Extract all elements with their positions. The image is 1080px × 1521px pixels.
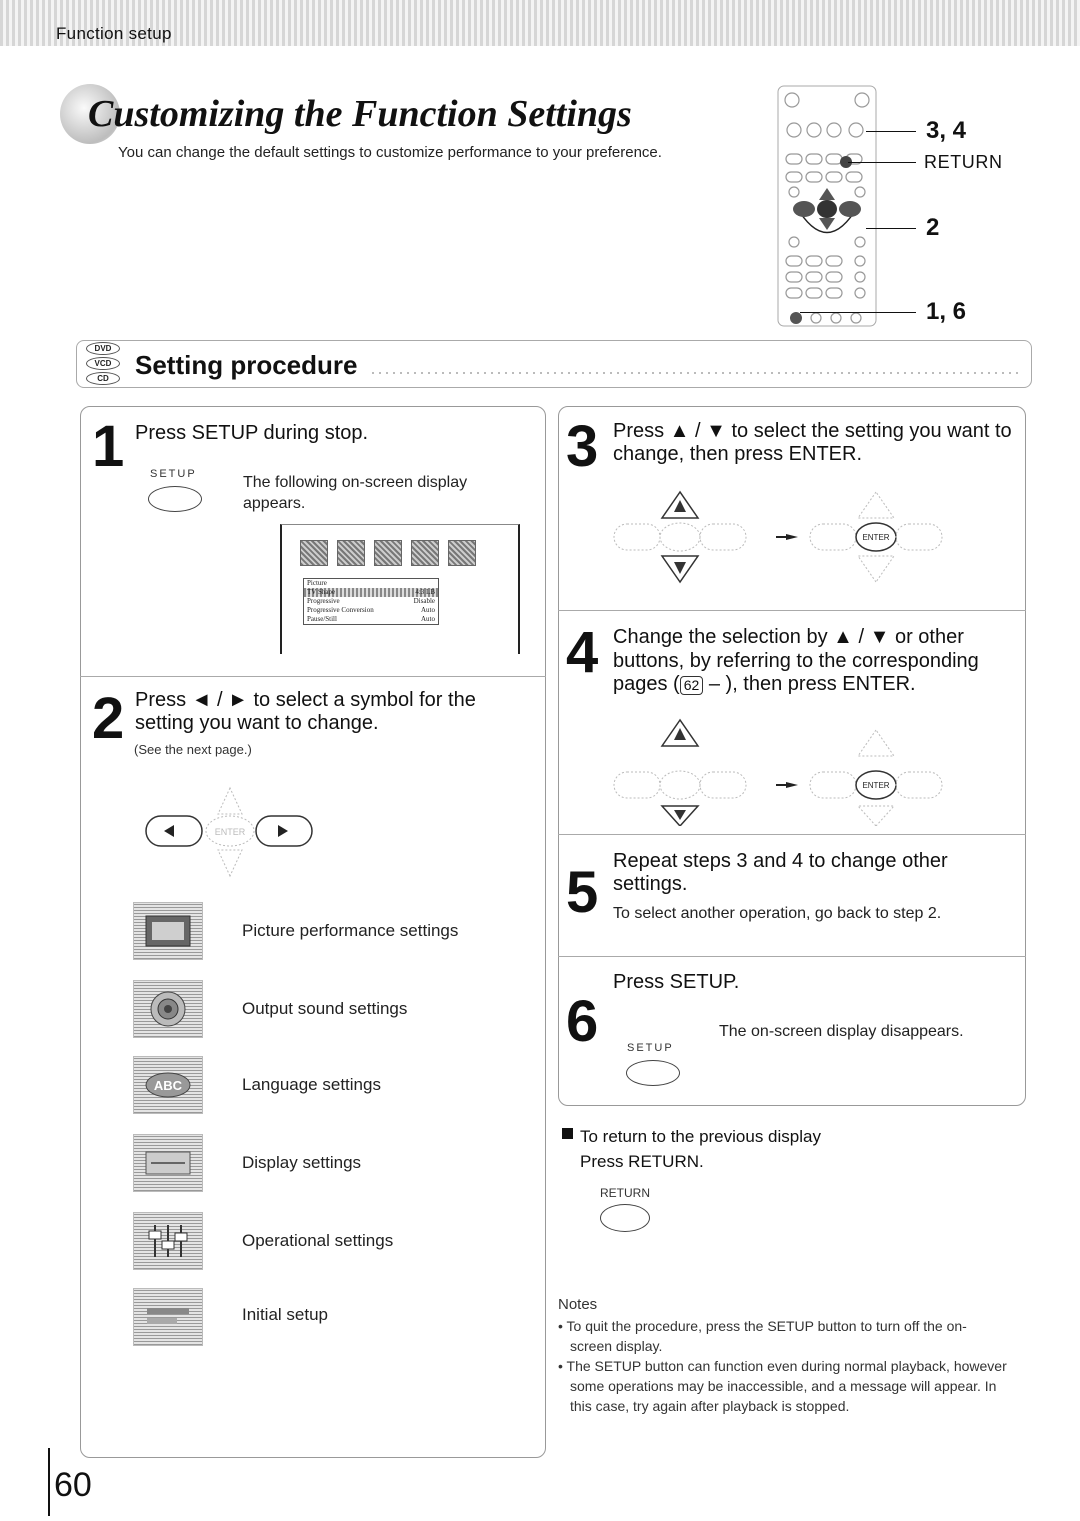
sliders-icon: [133, 1212, 203, 1270]
osd-sliders-icon: [448, 540, 476, 566]
divider-step3-step4: [558, 610, 1026, 611]
cd-badge: CD: [86, 372, 120, 385]
callout-line-c: [866, 228, 916, 229]
step-3-buttons-illustration: [590, 488, 980, 598]
setup-button-caption: SETUP: [150, 468, 197, 480]
category-language-label: Language settings: [242, 1075, 381, 1094]
square-bullet: [562, 1128, 573, 1139]
initial-setup-icon: [133, 1288, 203, 1346]
step-3-text: Press ▲ / ▼ to select the setting you want to change, then press ENTER.: [613, 420, 1012, 465]
category-operational-label: Operational settings: [242, 1231, 394, 1250]
category-initial-label: Initial setup: [242, 1305, 328, 1324]
vcd-badge: VCD: [86, 357, 120, 370]
see-next-page-note: (See the next page.): [134, 742, 252, 757]
picture-icon: [133, 902, 203, 960]
note-item: • To quit the procedure, press the SETUP button to turn off the on-screen display.: [558, 1318, 967, 1354]
setup-button-caption: SETUP: [627, 1042, 674, 1054]
callout-return: RETURN: [924, 152, 1003, 172]
return-heading: To return to the previous display: [580, 1127, 821, 1146]
step-6-number: 6: [566, 989, 599, 1054]
step-1-note: The following on-screen display appears.: [243, 474, 468, 512]
step-6-text: Press SETUP.: [613, 971, 740, 993]
callout-3-4: 3, 4: [926, 117, 967, 144]
enter-label: ENTER: [214, 827, 246, 837]
svg-text:ABC: ABC: [153, 1078, 183, 1093]
dvd-badge: DVD: [86, 342, 120, 355]
left-right-buttons-illustration: [140, 780, 320, 880]
callout-line-b: [848, 162, 916, 163]
callout-line-a: [866, 131, 916, 132]
header-tab: Function setup: [56, 24, 172, 43]
osd-icon-row: [300, 540, 500, 572]
enter-label: ENTER: [862, 781, 890, 790]
disc-badges: [86, 342, 128, 387]
category-picture-label: Picture performance settings: [242, 921, 459, 940]
osd-row: Progressive Conversion Auto: [307, 606, 435, 614]
notes-list: [558, 1316, 1008, 1416]
osd-menu-header: Picture: [307, 579, 327, 587]
step-5-text: Repeat steps 3 and 4 to change other settings.: [613, 850, 948, 895]
return-button-caption: RETURN: [600, 1186, 650, 1200]
abc-icon: [133, 1056, 203, 1114]
setup-button-icon: [626, 1060, 680, 1086]
osd-display-icon: [411, 540, 439, 566]
enter-label: ENTER: [862, 533, 890, 542]
step-4-text-line3: pages ( 62 – ), then press ENTER.: [613, 673, 916, 695]
divider-step5-step6: [558, 956, 1026, 957]
intro-text: You can change the default settings to customize performance to your preference.: [118, 144, 662, 161]
osd-menu: [303, 578, 439, 625]
step-5-note: To select another operation, go back to step 2.: [613, 905, 942, 922]
osd-row: TV Shape 4:3 LB: [304, 588, 438, 597]
step-1-number: 1: [92, 414, 125, 479]
return-button-icon: [600, 1204, 650, 1232]
step-5-number: 5: [566, 860, 599, 925]
page-number: 60: [54, 1466, 92, 1504]
step-4-text-line1: Change the selection by ▲ / ▼ or other: [613, 626, 964, 648]
callout-1-6: 1, 6: [926, 298, 967, 325]
step-1-text: Press SETUP during stop.: [135, 422, 369, 444]
callout-line-d: [800, 312, 916, 313]
category-display-label: Display settings: [242, 1153, 362, 1172]
step-4-number: 4: [566, 620, 599, 685]
page-reference-box: 62: [680, 676, 704, 695]
callout-2: 2: [926, 214, 940, 241]
divider-step4-step5: [558, 834, 1026, 835]
step-3-number: 3: [566, 414, 599, 479]
speaker-icon: [133, 980, 203, 1038]
osd-picture-icon: [300, 540, 328, 566]
page-number-rule: [48, 1448, 50, 1516]
step-6-note: The on-screen display disappears.: [719, 1023, 964, 1040]
section-dotted-rule: [372, 372, 1022, 374]
category-sound-label: Output sound settings: [242, 999, 408, 1018]
note-item: • The SETUP button can function even during normal playback, however some operations may be inaccessible, and a message will appear. In this case, try again after playback is stopped.: [558, 1358, 1007, 1414]
divider-step1-step2: [80, 676, 546, 677]
osd-abc-icon: [374, 540, 402, 566]
step-4-buttons-illustration: [590, 716, 980, 826]
return-text: Press RETURN.: [580, 1152, 704, 1171]
notes-heading: Notes: [558, 1296, 598, 1313]
section-title: Setting procedure: [135, 350, 358, 380]
osd-row: Pause/Still Auto: [307, 615, 435, 623]
osd-row: Progressive Disable: [307, 597, 435, 605]
display-icon: [133, 1134, 203, 1192]
step-2-number: 2: [92, 686, 125, 751]
step-2-text: Press ◄ / ► to select a symbol for the setting you want to change.: [135, 689, 476, 734]
setup-button-icon: [148, 486, 202, 512]
osd-speaker-icon: [337, 540, 365, 566]
remote-control-illustration: [776, 84, 878, 328]
page-title: Customizing the Function Settings: [88, 93, 632, 135]
step-4-text-line2: buttons, by referring to the corresponding: [613, 650, 979, 672]
